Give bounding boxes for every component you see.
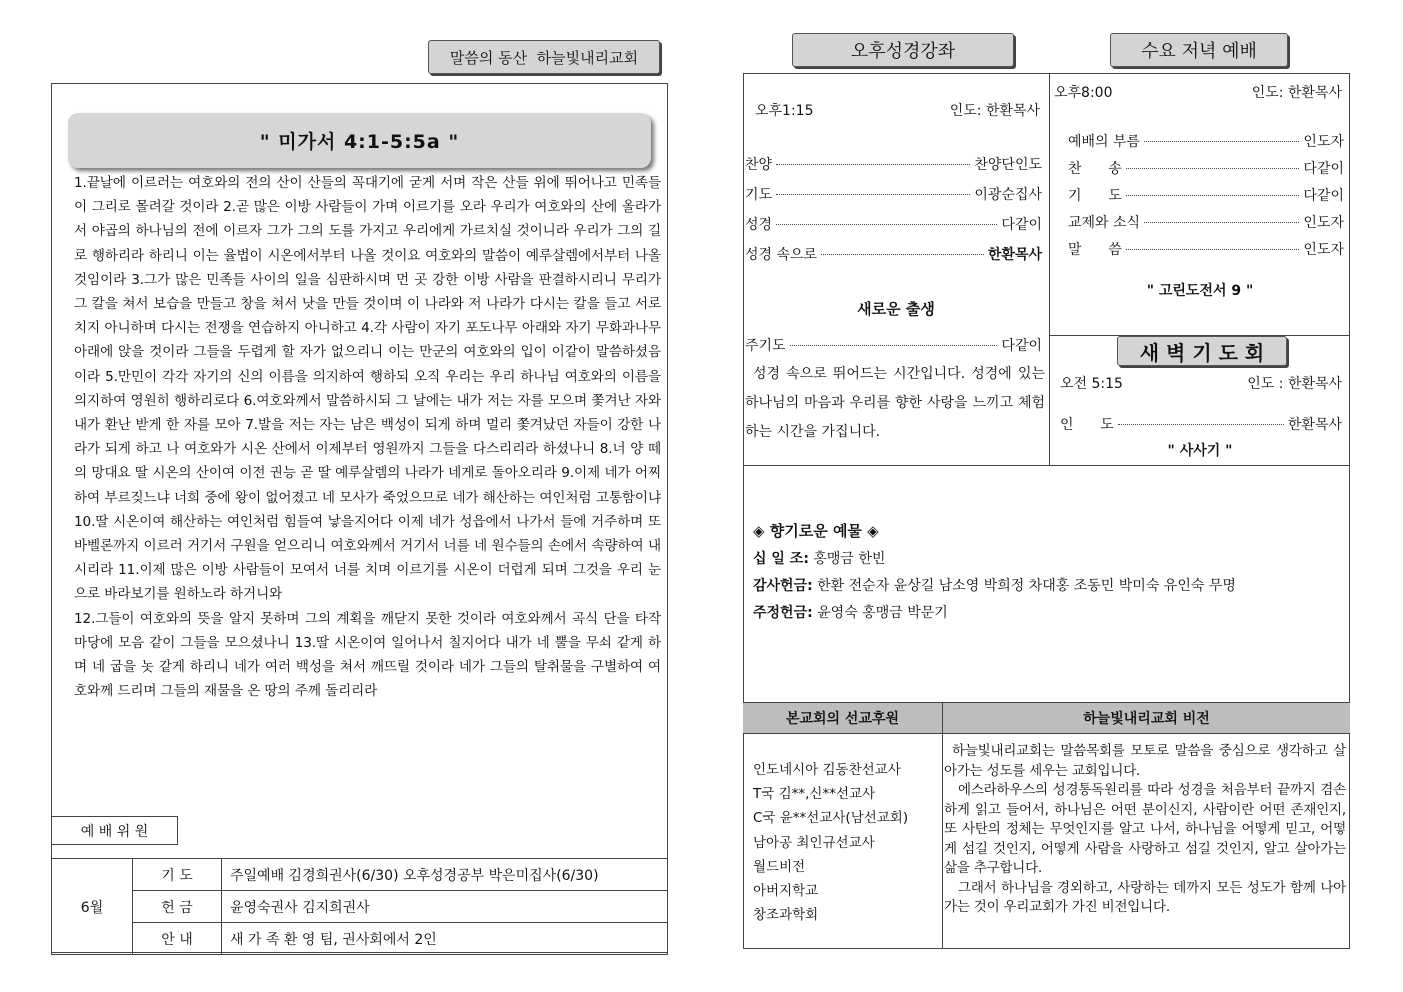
order-label: 기도 xyxy=(745,187,773,203)
church-tag-text: 말씀의 동산 하늘빛내리교회 xyxy=(449,48,639,67)
wednesday-tab-text: 수요 저녁 예배 xyxy=(1141,41,1257,62)
section-divider xyxy=(743,465,1350,466)
closing-value: 다같이 xyxy=(1001,338,1042,354)
afternoon-tab-text: 오후성경강좌 xyxy=(850,41,956,62)
leader-dots xyxy=(776,194,970,195)
table-row xyxy=(52,859,668,891)
offering-row xyxy=(753,602,1343,629)
vision-header: 하늘빛내리교회 비전 xyxy=(1083,711,1210,727)
list-item: 아버지학교 xyxy=(753,883,819,900)
missions-list xyxy=(753,758,941,927)
order-label: 찬양 xyxy=(745,157,773,173)
church-tag xyxy=(428,40,660,74)
order-value: 다같이 xyxy=(1303,161,1344,177)
dawn-tab xyxy=(1117,336,1287,366)
order-label: 성경 속으로 xyxy=(745,247,818,263)
offering-title: ◈ 향기로운 예물 ◈ xyxy=(753,522,879,540)
scripture-paragraph: 12.그들이 여호와의 뜻을 알지 못하며 그의 계획을 깨닫지 못한 것이라 여호와께서 곡식 단을 타작 마당에 모음 같이 그들을 모으셨나니 13.딸 시온이여 일어나서 칠지어다 내가 네 뿔을 무쇠 같게 하며 네 굽을 놋 같게 하리니 네가 여러 백성을 쳐서 깨뜨릴 것이라 네가 그들의 탈취물을 구별하여 여호와께 드리며 그들의 재물을 온 땅의 주께 돌리리라 xyxy=(74,610,661,700)
order-item xyxy=(1068,158,1344,185)
list-item: 창조과학회 xyxy=(753,907,819,924)
order-item xyxy=(745,214,1042,244)
order-label: 교제와 소식 xyxy=(1068,215,1141,231)
dawn-time: 오전 5:15 xyxy=(1060,376,1123,392)
afternoon-description: 성경 속으로 뛰어드는 시간입니다. 성경에 있는 하나님의 마음과 우리를 향한 사랑을 느끼고 체험하는 시간을 가집니다. xyxy=(745,366,1045,440)
column-divider xyxy=(1049,73,1050,466)
schedule-month: 6월 xyxy=(52,859,133,955)
order-item xyxy=(745,154,1042,184)
table-row xyxy=(52,923,668,955)
list-item: 남아공 최인규선교사 xyxy=(753,834,875,851)
leader-dots xyxy=(776,224,997,225)
order-item xyxy=(745,184,1042,214)
schedule-role: 안 내 xyxy=(133,923,222,955)
wednesday-passage: " 고린도전서 9 " xyxy=(1146,283,1254,299)
leader-dots xyxy=(1126,168,1300,169)
order-label: 찬 송 xyxy=(1068,161,1122,177)
schedule-detail: 새 가 족 환 영 팀, 권사회에서 2인 xyxy=(222,923,668,955)
vision-text xyxy=(944,742,1346,918)
offering-row xyxy=(753,575,1343,602)
order-item xyxy=(1068,239,1344,266)
leader-dots xyxy=(1126,249,1300,250)
order-value: 찬양단인도 xyxy=(974,157,1042,173)
order-label: 성경 xyxy=(745,217,773,233)
vision-paragraph: 그래서 하나님을 경외하고, 사랑하는 데까지 모든 성도가 함께 나아가는 것이 우리교회가 가진 비전입니다. xyxy=(944,879,1346,915)
offering-label: 감사헌금: xyxy=(753,578,813,594)
committee-label-box xyxy=(51,816,178,845)
order-value: 인도자 xyxy=(1303,242,1344,258)
order-item xyxy=(1068,212,1344,239)
scripture-text xyxy=(74,171,661,703)
bottom-column-divider xyxy=(942,734,943,949)
order-item xyxy=(745,244,1042,274)
vision-paragraph: 하늘빛내리교회는 말씀목회를 모토로 말씀을 중심으로 생각하고 살아가는 성도를 세우는 교회입니다. xyxy=(944,743,1346,779)
dawn-value: 한환목사 xyxy=(1287,417,1342,433)
leader-dots xyxy=(821,254,984,255)
dawn-tab-text: 새 벽 기 도 회 xyxy=(1139,340,1265,365)
order-value: 한환목사 xyxy=(987,247,1042,263)
list-item: 인도네시아 김동찬선교사 xyxy=(753,762,901,778)
wednesday-order xyxy=(1068,131,1344,266)
schedule-table xyxy=(51,858,668,955)
passage-title-banner xyxy=(68,113,651,168)
offering-row xyxy=(753,548,1343,575)
leader-dots xyxy=(1144,222,1299,223)
offering-label: 십 일 조: xyxy=(753,551,809,567)
committee-label: 예 배 위 원 xyxy=(80,823,149,840)
order-item xyxy=(1068,131,1344,158)
bottom-table-header xyxy=(743,702,1350,734)
order-value: 다같이 xyxy=(1001,217,1042,233)
dawn-passage: " 사사기 " xyxy=(1167,443,1233,459)
dawn-leader: 인도 : 한환목사 xyxy=(1247,376,1342,392)
afternoon-time: 오후1:15 xyxy=(755,103,814,119)
wednesday-time: 오후8:00 xyxy=(1054,85,1113,101)
order-value: 인도자 xyxy=(1303,134,1344,150)
scripture-paragraph: 1.끝날에 이르러는 여호와의 전의 산이 산들의 꼭대기에 굳게 서며 작은 산들 위에 뛰어나고 민족들이 그리로 몰려갈 것이라 2.곧 많은 이방 사람들이 가며 이르기를 오라 우리가 여호와의 산에 올라가서 야곱의 하나님의 전에 이르자 그가 그의 도를 가지고 우리에게 가르치실 것이니라 우리가 그의 길로 행하리라 하리니 이는 율법이 시온에서부터 나올 것이요 여호와의 말씀이 예루살렘에서부터 나올 것임이라 3.그가 많은 민족들 사이의 일을 심판하시며 먼 곳 강한 이방 사람을 판결하시리니 무리가 그 칼을 쳐서 보습을 만들고 창을 쳐서 낫을 만들 것이며 이 나라와 저 나라가 다시는 칼을 들고 서로 치지 아니하며 다시는 전쟁을 연습하지 아니하고 4.각 사람이 자기 포도나무 아래와 자기 무화과나무 아래에 앉을 것이라 그들을 두렵게 할 자가 없으리니 이는 만군의 여호와의 입이 이같이 말씀하셨음이라 5.만민이 각각 자기의 신의 이름을 의지하여 행하되 오직 우리는 우리 하나님 여호와의 이름을 의지하여 영원히 행하리로다 6.여호와께서 말씀하시되 그 날에는 내가 저는 자를 모으며 쫓겨난 자와 내가 환난 받게 한 자를 모아 7.발을 저는 자는 남은 백성이 되게 하며 멀리 쫓겨났던 자들이 강한 나라가 되게 하고 나 여호와가 시온 산에서 이제부터 영원까지 그들을 다스리리라 하셨나니 8.너 양 떼의 망대요 딸 시온의 산이여 이전 권능 곧 딸 예루살렘의 나라가 네게로 돌아오리라 9.이제 네가 어찌하여 부르짖느냐 너희 중에 왕이 없어졌고 네 모사가 죽었으므로 네가 해산하는 여인처럼 고통함이냐 10.딸 시온이여 해산하는 여인처럼 힘들여 낳을지어다 이제 네가 성읍에서 나가서 들에 거주하며 또 바벨론까지 이르러 거기서 구원을 얻으리니 여호와께서 거기서 너를 네 원수들의 손에서 속량하여 내시리라 11.이제 많은 이방 사람들이 모여서 너를 치며 이르기를 시온이 더럽게 되며 그것을 우리 눈으로 바라보기를 원하노라 하거니와 xyxy=(74,175,661,603)
afternoon-tab xyxy=(792,33,1014,67)
afternoon-order xyxy=(745,154,1042,274)
schedule-role: 기 도 xyxy=(133,859,222,891)
dawn-item xyxy=(1060,414,1342,434)
afternoon-subtitle: 새로운 출생 xyxy=(857,300,935,318)
order-value: 이광순집사 xyxy=(974,187,1042,203)
list-item: 월드비전 xyxy=(753,858,806,875)
vision-paragraph: 에스라하우스의 성경통독원리를 따라 성경을 처음부터 끝까지 겸손하게 읽고 들어서, 하나님은 어떤 분이신지, 사람이란 어떤 존재인지, 또 사탄의 정체는 무엇인지를 알고 나서, 하나님을 어떻게 믿고, 어떻게 섬길 것인지, 어떻게 사람을 사랑하고 섬길 것인지, 알고 살아가는 삶을 추구합니다. xyxy=(944,782,1346,876)
leader-dots xyxy=(1126,195,1300,196)
wednesday-header xyxy=(1054,82,1342,102)
schedule-detail: 주일예배 김경희권사(6/30) 오후성경공부 박은미집사(6/30) xyxy=(222,859,668,891)
closing-item xyxy=(745,335,1042,355)
table-row xyxy=(52,891,668,923)
afternoon-leader: 인도: 한환목사 xyxy=(949,103,1040,119)
list-item: T국 김**,신**선교사 xyxy=(753,786,876,803)
order-label: 예배의 부름 xyxy=(1068,134,1141,150)
closing-label: 주기도 xyxy=(745,338,786,354)
afternoon-header xyxy=(755,100,1040,120)
dawn-label: 인 도 xyxy=(1060,417,1114,433)
leader-dots xyxy=(1144,141,1299,142)
list-item: C국 윤**선교사(남선교회) xyxy=(753,810,909,827)
schedule-role: 헌 금 xyxy=(133,891,222,923)
offering-names: 한환 전순자 윤상길 남소영 박희정 차대홍 조동민 박미숙 유인숙 무명 xyxy=(817,578,1236,594)
order-label: 기 도 xyxy=(1068,188,1122,204)
missions-header: 본교회의 선교후원 xyxy=(743,703,943,733)
wednesday-leader: 인도: 한환목사 xyxy=(1251,85,1342,101)
offering-names: 윤영숙 홍맹금 박문기 xyxy=(817,605,948,621)
offering-label: 주정헌금: xyxy=(753,605,813,621)
leader-dots xyxy=(1118,424,1284,425)
order-value: 다같이 xyxy=(1303,188,1344,204)
schedule-detail: 윤영숙권사 김지희권사 xyxy=(222,891,668,923)
offering-names: 홍맹금 한빈 xyxy=(813,551,886,567)
passage-title: " 미가서 4:1-5:5a " xyxy=(259,131,460,153)
order-item xyxy=(1068,185,1344,212)
order-label: 말 씀 xyxy=(1068,242,1122,258)
order-value: 인도자 xyxy=(1303,215,1344,231)
leader-dots xyxy=(790,345,998,346)
leader-dots xyxy=(776,164,970,165)
offering-list xyxy=(753,548,1343,629)
wednesday-tab xyxy=(1110,33,1288,67)
dawn-header xyxy=(1060,373,1342,393)
